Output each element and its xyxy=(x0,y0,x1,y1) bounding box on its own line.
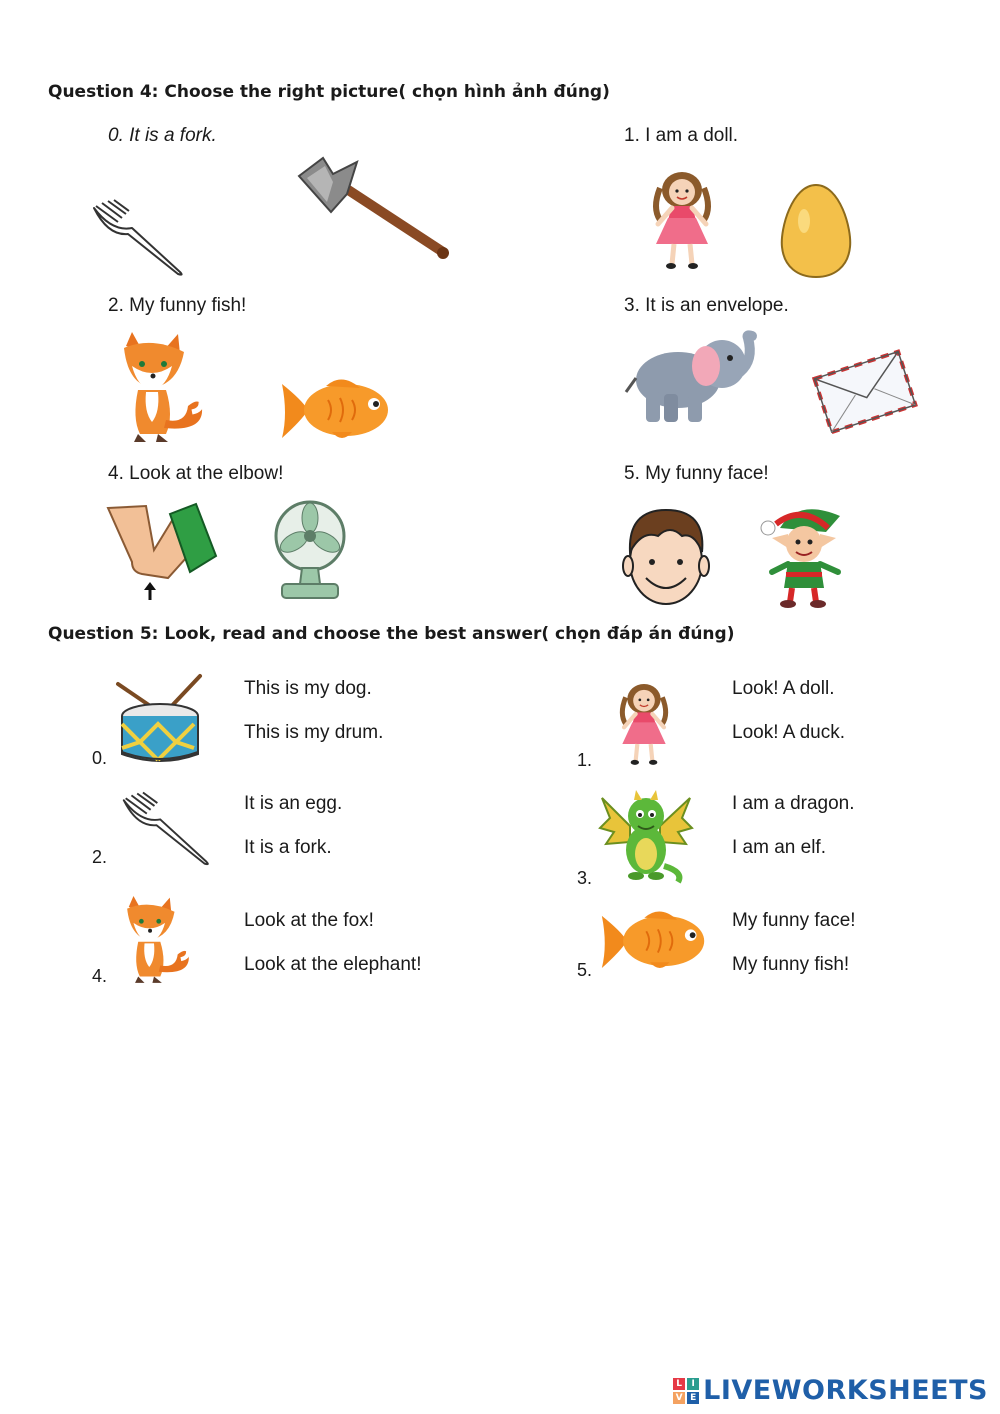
logo-letter: I xyxy=(687,1378,699,1390)
logo-letter: V xyxy=(673,1392,685,1404)
q4-prompt-3: 3. It is an envelope. xyxy=(624,295,789,316)
doll-icon xyxy=(614,680,674,768)
q4-option-elf[interactable] xyxy=(758,498,854,610)
q5-number-0: 0. xyxy=(92,748,108,768)
fish-icon xyxy=(598,906,710,974)
egg-icon xyxy=(778,183,854,279)
q4-option-fish[interactable] xyxy=(278,374,394,444)
q4-option-fox[interactable] xyxy=(108,332,208,446)
elephant-icon xyxy=(622,330,758,426)
q4-prompt-1: 1. I am a doll. xyxy=(624,125,739,146)
q5-picture-3 xyxy=(600,788,692,884)
q5-option-4a[interactable]: Look at the fox! xyxy=(244,910,374,931)
fox-icon xyxy=(114,896,194,986)
liveworksheets-logo xyxy=(673,1375,988,1406)
q4-option-elbow[interactable] xyxy=(106,502,218,602)
q5-option-3a[interactable]: I am a dragon. xyxy=(732,793,855,814)
q5-picture-1 xyxy=(614,680,674,768)
q4-option-doll[interactable] xyxy=(646,168,718,272)
face-icon xyxy=(622,506,710,606)
logo-mark xyxy=(673,1378,699,1404)
q5-option-5a[interactable]: My funny face! xyxy=(732,910,856,931)
q5-option-3b[interactable]: I am an elf. xyxy=(732,837,826,858)
q4-prompt-5: 5. My funny face! xyxy=(624,463,769,484)
dragon-icon xyxy=(600,788,692,884)
q4-prompt-0: 0. It is a fork. xyxy=(108,125,217,146)
q4-option-elephant[interactable] xyxy=(622,330,758,426)
q5-number-2: 2. xyxy=(92,847,108,867)
logo-letter: E xyxy=(687,1392,699,1404)
q5-option-5b[interactable]: My funny fish! xyxy=(732,954,850,975)
fox-icon xyxy=(108,332,208,446)
q4-option-fan[interactable] xyxy=(272,498,348,602)
fan-icon xyxy=(272,498,348,602)
q4-prompt-4: 4. Look at the elbow! xyxy=(108,463,284,484)
elbow-icon xyxy=(106,502,218,602)
q5-picture-0 xyxy=(114,672,204,768)
q5-picture-2 xyxy=(118,792,214,866)
q4-option-face[interactable] xyxy=(622,506,710,606)
logo-text: LIVEWORKSHEETS xyxy=(703,1375,988,1406)
q5-option-0b[interactable]: This is my drum. xyxy=(244,722,384,743)
logo-letter: L xyxy=(673,1378,685,1390)
drum-icon xyxy=(114,672,204,768)
q4-option-fork[interactable] xyxy=(88,200,188,276)
q5-option-2a[interactable]: It is an egg. xyxy=(244,793,343,814)
elf-icon xyxy=(758,498,854,610)
q5-number-5: 5. xyxy=(577,960,593,980)
q4-prompt-2: 2. My funny fish! xyxy=(108,295,247,316)
q4-option-envelope[interactable] xyxy=(812,346,916,432)
q5-option-1a[interactable]: Look! A doll. xyxy=(732,678,835,699)
doll-icon xyxy=(646,168,718,272)
fish-icon xyxy=(278,374,394,444)
axe-icon xyxy=(293,156,453,266)
q5-picture-5 xyxy=(598,906,710,974)
question-5-heading: Question 5: Look, read and choose the best answer( chọn đáp án đúng) xyxy=(48,624,735,644)
fork-icon xyxy=(118,792,214,866)
q5-option-0a[interactable]: This is my dog. xyxy=(244,678,372,699)
q5-number-1: 1. xyxy=(577,750,593,770)
question-4-heading: Question 4: Choose the right picture( chọn hình ảnh đúng) xyxy=(48,82,610,102)
q5-number-4: 4. xyxy=(92,966,108,986)
q4-option-egg[interactable] xyxy=(778,183,854,279)
q4-option-axe[interactable] xyxy=(293,156,453,266)
q5-option-1b[interactable]: Look! A duck. xyxy=(732,722,846,743)
q5-option-4b[interactable]: Look at the elephant! xyxy=(244,954,422,975)
fork-icon xyxy=(88,200,188,276)
envelope-icon xyxy=(812,346,916,432)
q5-number-3: 3. xyxy=(577,868,593,888)
q5-option-2b[interactable]: It is a fork. xyxy=(244,837,332,858)
q5-picture-4 xyxy=(114,896,194,986)
